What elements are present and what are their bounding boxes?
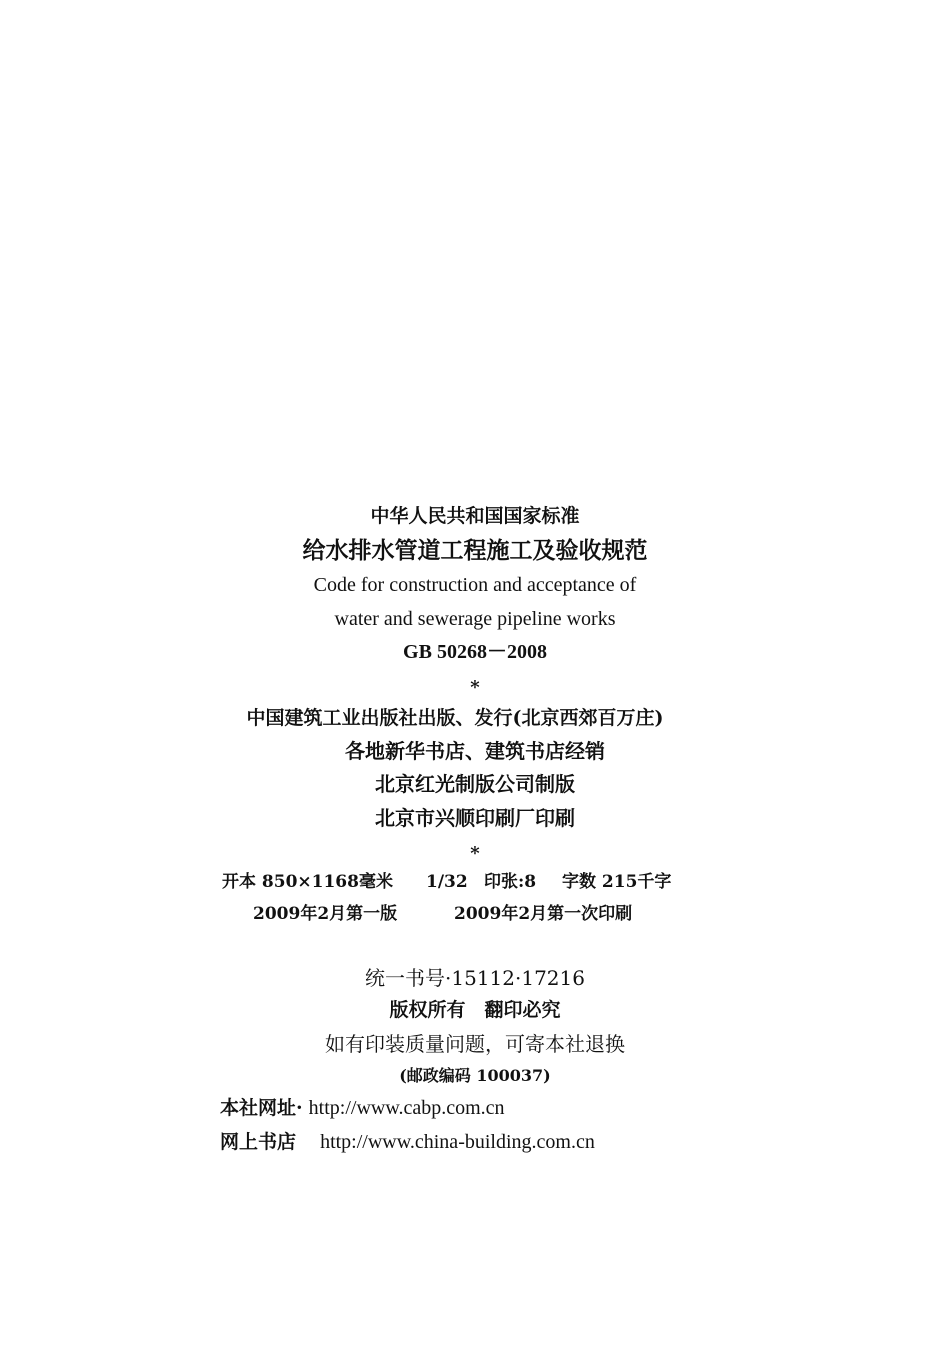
title-english-line-1: Code for construction and acceptance of — [313, 574, 637, 596]
plate-maker-line: 北京红光制版公司制版 — [375, 772, 575, 796]
bookstore-label: 网上书店 — [220, 1131, 297, 1153]
first-edition: 2009年2月第一版 — [253, 904, 398, 924]
word-count: 字数 215千字 — [562, 872, 672, 892]
website-row — [220, 1098, 505, 1118]
title-chinese: 给水排水管道工程施工及验收规范 — [302, 537, 648, 564]
format-spec: 开本 850×1168毫米 — [222, 872, 393, 892]
postal-code: (邮政编码 100037) — [399, 1066, 551, 1085]
copyright-line: 版权所有 翻印必究 — [389, 999, 561, 1021]
first-printing: 2009年2月第一次印刷 — [454, 904, 633, 924]
title-english-line-2: water and sewerage pipeline works — [334, 608, 616, 630]
separator-star: * — [470, 843, 480, 864]
website-url[interactable]: http://www.cabp.com.cn — [308, 1097, 505, 1119]
size-spec: 1/32 — [426, 872, 468, 892]
standard-label: 中华人民共和国国家标准 — [370, 505, 580, 527]
separator-star: * — [470, 677, 480, 698]
website-label: 本社网址· — [220, 1097, 303, 1119]
printer-line: 北京市兴顺印刷厂印刷 — [375, 806, 575, 830]
book-number: 统一书号·15112·17216 — [365, 966, 585, 990]
return-note: 如有印装质量问题，可寄本社退换 — [325, 1032, 625, 1056]
bookstore-row — [220, 1132, 595, 1152]
publisher-line: 中国建筑工业出版社出版、发行(北京西郊百万庄) — [246, 707, 664, 729]
distributor-line: 各地新华书店、建筑书店经销 — [345, 739, 605, 763]
sheets-spec: 印张:8 — [484, 872, 537, 892]
standard-code: GB 50268－2008 — [403, 641, 547, 663]
bookstore-url[interactable]: http://www.china-building.com.cn — [320, 1131, 595, 1153]
